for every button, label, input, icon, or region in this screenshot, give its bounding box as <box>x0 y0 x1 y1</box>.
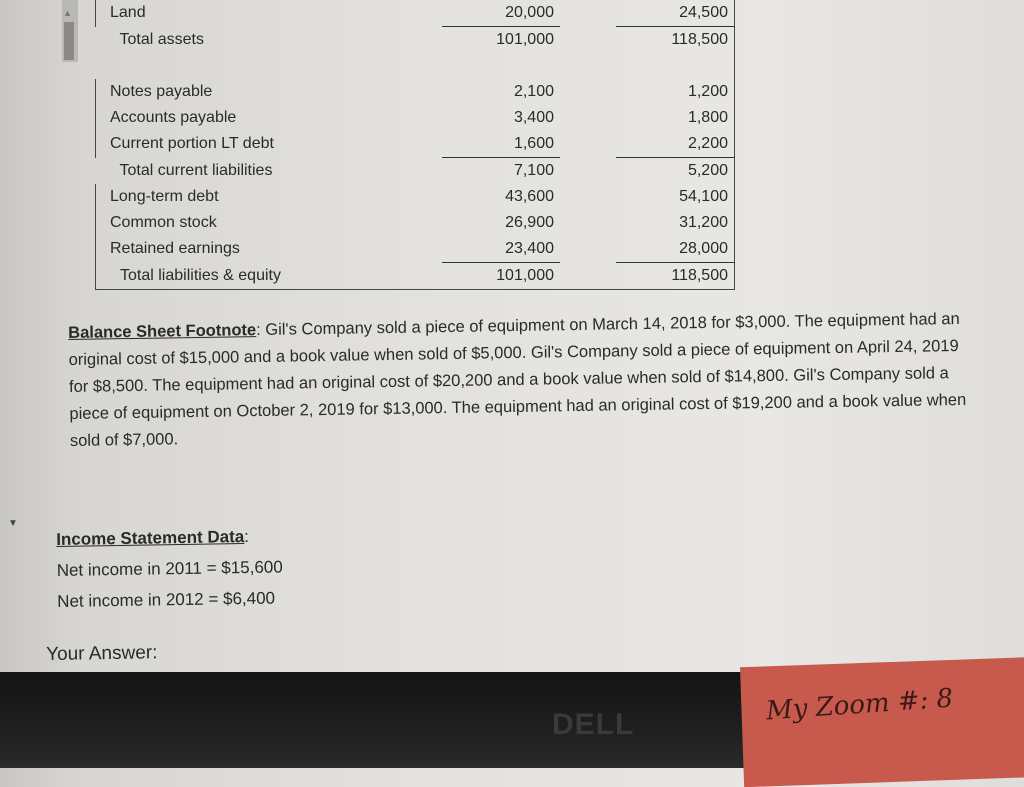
row-label: Common stock <box>96 210 443 236</box>
net-income-line: Net income in 2011 = $15,600 <box>56 557 283 580</box>
value-2019: 1,200 <box>616 79 735 105</box>
row-label: Retained earnings <box>96 236 443 263</box>
value-2018: 7,100 <box>513 162 554 179</box>
value-2018: 23,400 <box>442 236 560 263</box>
balance-sheet-footnote <box>68 306 970 455</box>
row-label: Total assets <box>119 30 204 48</box>
value-2018: 26,900 <box>505 214 554 231</box>
value-2019: 5,200 <box>616 158 735 185</box>
row-label: Total current liabilities <box>119 161 273 179</box>
value-2018: 101,000 <box>442 263 560 290</box>
table-row <box>96 79 735 105</box>
value-2019: 118,500 <box>616 263 735 290</box>
value-2019: 1,800 <box>616 105 735 131</box>
your-answer-label: Your Answer: <box>46 642 158 665</box>
net-income-line: Net income in 2012 = $6,400 <box>57 588 276 611</box>
value-2019: 31,200 <box>616 210 735 236</box>
value-2019: 54,100 <box>616 184 735 210</box>
footnote-heading: Balance Sheet Footnote <box>68 321 257 342</box>
table-row <box>96 158 735 185</box>
scroll-up-icon[interactable]: ▲ <box>63 8 72 18</box>
row-label: Notes payable <box>96 79 443 105</box>
income-heading-suffix: : <box>244 526 250 547</box>
row-label: Land <box>96 0 443 27</box>
table-row <box>96 184 735 210</box>
value-2018: 3,400 <box>513 109 554 126</box>
row-label: Total liabilities & equity <box>96 263 443 290</box>
table-row <box>96 210 735 236</box>
row-label: Accounts payable <box>96 105 443 131</box>
table-row <box>96 131 735 158</box>
income-heading: Income Statement Data <box>56 527 245 549</box>
value-2019: 28,000 <box>616 236 735 263</box>
row-label: Long-term debt <box>96 184 443 210</box>
income-statement-data <box>56 520 283 617</box>
value-2018: 2,100 <box>513 83 554 100</box>
footnote-text: : Gil's Company sold a piece of equipment on March 14, 2018 for $3,000. The equipment had an original cost of $15,000 and a book value when sold of $5,000. Gil's Company sold a piece of equipment on April 24, 2019 for $8,500. The equipment had an original cost of $20,200 and a book value when sold of $14,800. Gil's Company sold a piece of equipment on October 2, 2019 for $13,000. The equipment had an original cost of $19,200 and a book value when sold of $7,000. <box>68 309 967 450</box>
value-2018: 43,600 <box>505 188 554 205</box>
balance-sheet-table <box>95 0 735 290</box>
value-2019: 118,500 <box>616 27 735 54</box>
value-2018: 101,000 <box>496 31 554 48</box>
table-row <box>96 27 735 54</box>
value-2019: 2,200 <box>616 131 735 158</box>
table-row <box>96 263 735 290</box>
scrollbar-thumb[interactable] <box>64 22 74 60</box>
expand-triangle-icon[interactable]: ▼ <box>8 518 18 529</box>
table-row <box>96 0 735 27</box>
row-label: Current portion LT debt <box>96 131 443 158</box>
table-row <box>96 236 735 263</box>
dell-logo: DELL <box>552 708 635 741</box>
sticky-note-text: My Zoom #: 8 <box>765 683 955 727</box>
value-2018: 20,000 <box>442 0 560 27</box>
value-2018: 1,600 <box>442 131 560 158</box>
table-row <box>96 105 735 131</box>
value-2019: 24,500 <box>616 0 735 27</box>
